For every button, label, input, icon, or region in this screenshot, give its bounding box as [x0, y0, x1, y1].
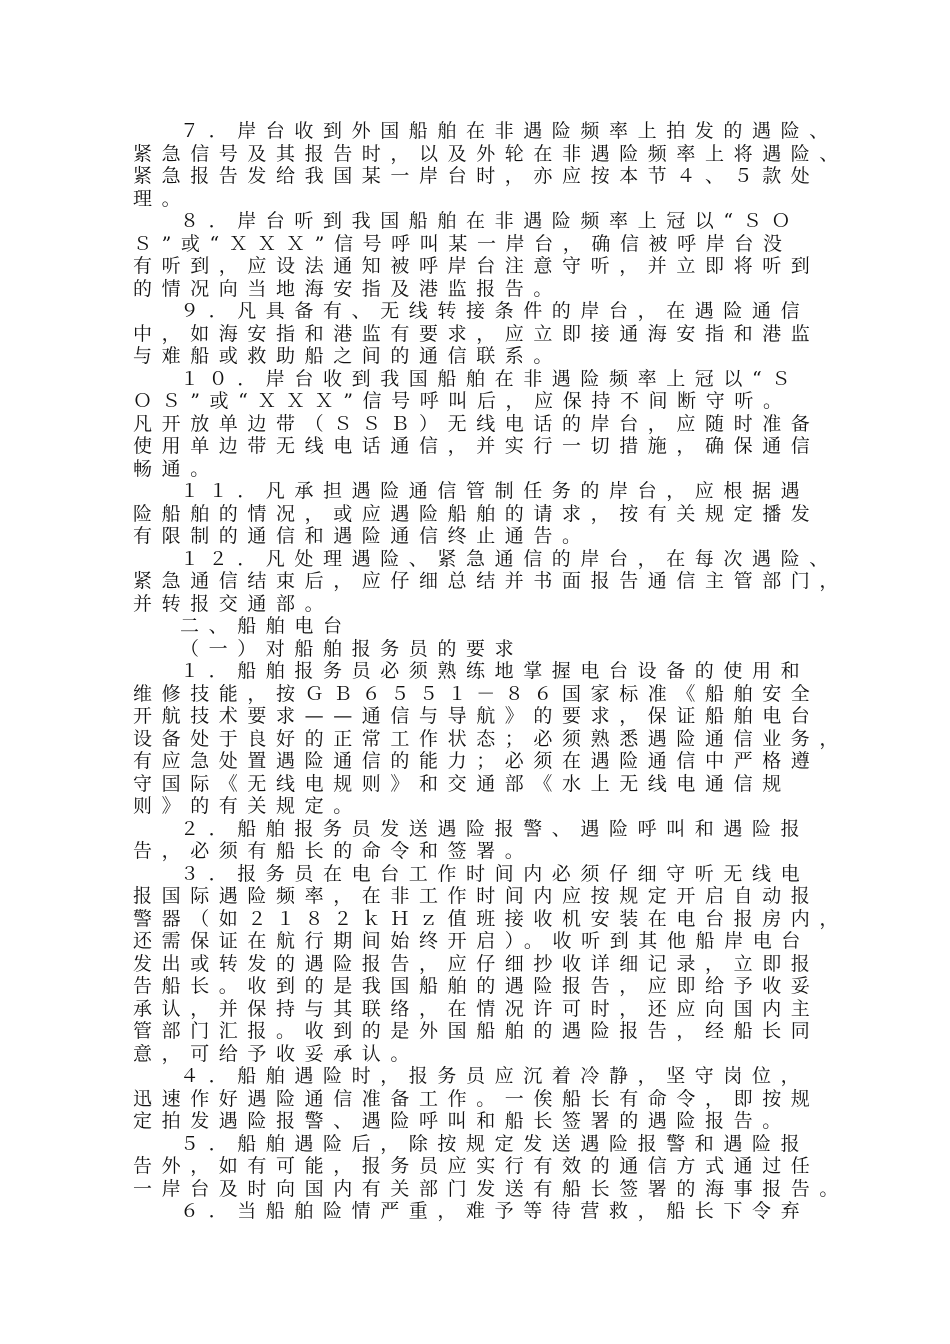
text-line: １．船舶报务员必须熟练地掌握电台设备的使用和 [180, 660, 810, 682]
text-line: 告外，如有可能，报务员应实行有效的通信方式通过任 [133, 1155, 820, 1177]
text-line: 开航技术要求——通信与导航》的要求，保证船舶电台 [133, 705, 820, 727]
text-line: ４．船舶遇险时，报务员应沉着冷静，坚守岗位， [180, 1065, 810, 1087]
text-line: 凡开放单边带（ＳＳＢ）无线电话的岸台，应随时准备 [133, 412, 820, 435]
text-line: 有听到，应设法通知被呼岸台注意守听，并立即将听到 [133, 255, 820, 277]
text-line: 设备处于良好的正常工作状态；必须熟悉遇险通信业务， [133, 727, 849, 750]
text-line: 报国际遇险频率，在非工作时间内应按规定开启自动报 [133, 885, 820, 907]
text-line: 发出或转发的遇险报告，应仔细抄收详细记录，立即报 [133, 952, 820, 975]
text-line: ５．船舶遇险后，除按规定发送遇险报警和遇险报 [180, 1132, 810, 1155]
text-line: 理。 [133, 187, 191, 210]
text-line: １１．凡承担遇险通信管制任务的岸台，应根据遇 [180, 480, 810, 502]
text-line: ＯＳ”或“ＸＸＸ”信号呼叫后，应保持不间断守听。 [133, 390, 792, 412]
text-line: 守国际《无线电规则》和交通部《水上无线电通信规 [133, 772, 791, 795]
text-line: 意，可给予收妥承认。 [133, 1042, 420, 1065]
text-line: 定拍发遇险报警、遇险呼叫和船长签署的遇险报告。 [133, 1110, 791, 1132]
text-line: 畅通。 [133, 457, 219, 480]
text-line: １０．岸台收到我国船舶在非遇险频率上冠以“Ｓ [180, 367, 800, 390]
text-line: Ｓ”或“ＸＸＸ”信号呼叫某一岸台，确信被呼岸台没 [133, 232, 792, 255]
text-line: 则》的有关规定。 [133, 795, 362, 817]
text-line: 中，如海安指和港监有要求，应立即接通海安指和港监 [133, 322, 820, 345]
text-line: １２．凡处理遇险、紧急通信的岸台，在每次遇险、 [180, 547, 838, 570]
text-line: 有应急处置遇险通信的能力；必须在遇险通信中严格遵 [133, 750, 820, 772]
text-line: 紧急信号及其报告时，以及外轮在非遇险频率上将遇险、 [133, 142, 849, 165]
text-line: 的情况向当地海安指及港监报告。 [133, 277, 563, 300]
text-line: 还需保证在航行期间始终开启）。收听到其他船岸电台 [133, 930, 810, 952]
text-line: ８．岸台听到我国船舶在非遇险频率上冠以“ＳＯ [180, 210, 800, 232]
text-line: 维修技能，按ＧＢ６５５１－８６国家标准《船舶安全 [133, 682, 820, 705]
text-line: ９．凡具备有、无线转接条件的岸台，在遇险通信 [180, 300, 810, 322]
text-line: ３．报务员在电台工作时间内必须仔细守听无线电 [180, 862, 810, 885]
text-line: 险船舶的情况，或应遇险船舶的请求，按有关规定播发 [133, 502, 820, 525]
text-line: （一）对船舶报务员的要求 [180, 637, 524, 660]
text-line: 一岸台及时向国内有关部门发送有船长签署的海事报告。 [133, 1177, 849, 1200]
text-line: ２．船舶报务员发送遇险报警、遇险呼叫和遇险报 [180, 817, 810, 840]
text-line: 紧急通信结束后，应仔细总结并书面报告通信主管部门， [133, 570, 849, 592]
text-line: 紧急报告发给我国某一岸台时，亦应按本节４、５款处 [133, 165, 820, 187]
text-line: 并转报交通部。 [133, 592, 334, 615]
text-line: 与难船或救助船之间的通信联系。 [133, 345, 563, 367]
text-line: 告船长。收到的是我国船舶的遇险报告，应即给予收妥 [133, 975, 820, 997]
text-line: 告，必须有船长的命令和签署。 [133, 840, 534, 862]
text-line: 有限制的通信和遇险通信终止通告。 [133, 525, 591, 547]
text-line: 警器（如２１８２ｋＨｚ值班接收机安装在电台报房内， [133, 907, 849, 930]
text-line: 迅速作好遇险通信准备工作。一俟船长有命令，即按规 [133, 1087, 820, 1110]
text-line: 二、船舶电台 [180, 615, 352, 637]
text-line: ７．岸台收到外国船舶在非遇险频率上拍发的遇险、 [180, 120, 838, 142]
text-line: 使用单边带无线电话通信，并实行一切措施，确保通信 [133, 435, 820, 457]
text-line: ６．当船舶险情严重，难予等待营救，船长下令弃 [180, 1200, 810, 1222]
text-line: 管部门汇报。收到的是外国船舶的遇险报告，经船长同 [133, 1020, 820, 1042]
text-line: 承认，并保持与其联络，在情况许可时，还应向国内主 [133, 997, 820, 1020]
